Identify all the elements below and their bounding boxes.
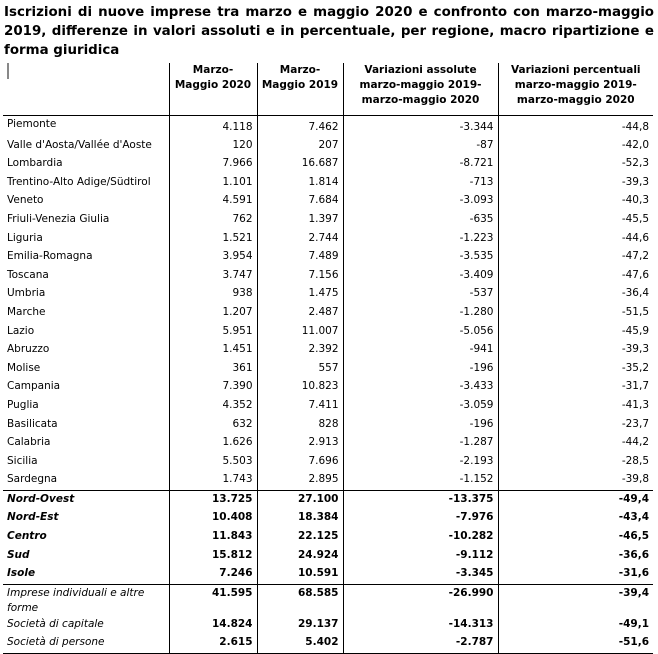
table-row (3, 453, 653, 472)
value-2019: 7.411 (257, 397, 343, 416)
value-abs-change: -537 (343, 285, 498, 304)
value-2020: 13.725 (169, 490, 257, 509)
value-2019: 10.823 (257, 378, 343, 397)
table-row (3, 211, 653, 230)
header-row (3, 63, 653, 116)
value-abs-change: -3.535 (343, 248, 498, 267)
value-2019: 7.156 (257, 267, 343, 286)
row-label: Abruzzo (7, 343, 50, 356)
value-2020: 11.843 (169, 528, 257, 547)
value-2019: 2.744 (257, 230, 343, 249)
value-2020: 1.451 (169, 341, 257, 360)
value-2020: 5.951 (169, 323, 257, 342)
row-label: Emilia-Romagna (7, 250, 93, 263)
value-pct-change: -45,5 (498, 211, 653, 230)
table-row (3, 490, 653, 509)
table-row (3, 285, 653, 304)
table-row (3, 360, 653, 379)
value-abs-change: -3.093 (343, 192, 498, 211)
value-pct-change: -31,6 (498, 565, 653, 584)
value-abs-change: -3.344 (343, 116, 498, 137)
value-pct-change: -43,4 (498, 509, 653, 528)
value-abs-change: -13.375 (343, 490, 498, 509)
table-row (3, 378, 653, 397)
table-row (3, 230, 653, 249)
table-row (3, 616, 653, 635)
value-pct-change: -39,4 (498, 584, 653, 616)
value-2019: 7.684 (257, 192, 343, 211)
header-blank (3, 63, 169, 116)
value-2019: 2.487 (257, 304, 343, 323)
value-pct-change: -47,2 (498, 248, 653, 267)
value-pct-change: -40,3 (498, 192, 653, 211)
value-2020: 7.246 (169, 565, 257, 584)
value-2020: 5.503 (169, 453, 257, 472)
value-abs-change: -1.223 (343, 230, 498, 249)
value-2020: 3.954 (169, 248, 257, 267)
value-2019: 22.125 (257, 528, 343, 547)
value-pct-change: -42,0 (498, 137, 653, 156)
value-abs-change: -941 (343, 341, 498, 360)
value-abs-change: -3.433 (343, 378, 498, 397)
table-row (3, 267, 653, 286)
value-2019: 207 (257, 137, 343, 156)
table-row (3, 397, 653, 416)
table-row (3, 323, 653, 342)
row-label: Umbria (7, 287, 46, 300)
value-2020: 1.743 (169, 471, 257, 490)
row-label: Friuli-Venezia Giulia (7, 212, 110, 225)
value-2019: 27.100 (257, 490, 343, 509)
value-pct-change: -31,7 (498, 378, 653, 397)
value-abs-change: -1.287 (343, 434, 498, 453)
cell-marker (7, 63, 9, 79)
row-label: Società di capitale (7, 617, 104, 630)
value-2019: 7.489 (257, 248, 343, 267)
value-abs-change: -8.721 (343, 155, 498, 174)
header-2019: Marzo-Maggio 2019 (257, 63, 343, 116)
value-2019: 11.007 (257, 323, 343, 342)
table-row (3, 528, 653, 547)
value-2020: 4.352 (169, 397, 257, 416)
value-2019: 1.475 (257, 285, 343, 304)
value-2020: 10.408 (169, 509, 257, 528)
value-abs-change: -14.313 (343, 616, 498, 635)
data-table (3, 63, 653, 654)
value-2019: 2.392 (257, 341, 343, 360)
table-row (3, 248, 653, 267)
table-row (3, 584, 653, 616)
row-label: Sardegna (7, 473, 58, 486)
row-label: Lazio (7, 324, 35, 337)
value-2020: 2.615 (169, 634, 257, 653)
table-row (3, 341, 653, 360)
row-label: Veneto (7, 194, 44, 207)
value-2019: 24.924 (257, 547, 343, 566)
value-abs-change: -5.056 (343, 323, 498, 342)
value-pct-change: -39,3 (498, 341, 653, 360)
value-2019: 68.585 (257, 584, 343, 616)
value-2019: 18.384 (257, 509, 343, 528)
value-abs-change: -1.280 (343, 304, 498, 323)
value-pct-change: -36,4 (498, 285, 653, 304)
value-abs-change: -26.990 (343, 584, 498, 616)
value-pct-change: -23,7 (498, 416, 653, 435)
value-2020: 1.207 (169, 304, 257, 323)
table-row (3, 416, 653, 435)
value-pct-change: -52,3 (498, 155, 653, 174)
value-abs-change: -2.787 (343, 634, 498, 653)
value-pct-change: -46,5 (498, 528, 653, 547)
value-pct-change: -39,8 (498, 471, 653, 490)
value-2020: 14.824 (169, 616, 257, 635)
value-pct-change: -49,1 (498, 616, 653, 635)
row-label: Piemonte (7, 118, 57, 130)
table-row (3, 434, 653, 453)
value-2019: 1.397 (257, 211, 343, 230)
value-2019: 10.591 (257, 565, 343, 584)
value-2020: 7.390 (169, 378, 257, 397)
value-pct-change: -39,3 (498, 174, 653, 193)
value-2020: 41.595 (169, 584, 257, 616)
table-row (3, 192, 653, 211)
value-2020: 1.521 (169, 230, 257, 249)
value-abs-change: -196 (343, 416, 498, 435)
value-2020: 120 (169, 137, 257, 156)
table-row (3, 155, 653, 174)
table-row (3, 471, 653, 490)
value-pct-change: -47,6 (498, 267, 653, 286)
value-2020: 762 (169, 211, 257, 230)
row-label: Trentino-Alto Adige/Südtirol (7, 175, 151, 188)
value-abs-change: -1.152 (343, 471, 498, 490)
row-label: Sud (7, 548, 30, 561)
value-2019: 1.814 (257, 174, 343, 193)
value-abs-change: -3.409 (343, 267, 498, 286)
value-2020: 1.626 (169, 434, 257, 453)
value-pct-change: -44,8 (498, 116, 653, 137)
value-2019: 16.687 (257, 155, 343, 174)
header-2020: Marzo-Maggio 2020 (169, 63, 257, 116)
value-2019: 557 (257, 360, 343, 379)
row-label: Liguria (7, 231, 43, 244)
value-pct-change: -36,6 (498, 547, 653, 566)
value-abs-change: -713 (343, 174, 498, 193)
value-2020: 3.747 (169, 267, 257, 286)
value-abs-change: -3.345 (343, 565, 498, 584)
table-row (3, 509, 653, 528)
row-label: Marche (7, 305, 46, 318)
value-2020: 1.101 (169, 174, 257, 193)
table-row (3, 565, 653, 584)
table-row (3, 547, 653, 566)
header-pct-change: Variazioni percentuali marzo-maggio 2019-marzo-maggio 2020 (498, 63, 653, 116)
value-pct-change: -49,4 (498, 490, 653, 509)
row-label: Nord-Est (7, 511, 59, 524)
row-label: Lombardia (7, 157, 63, 170)
value-pct-change: -44,2 (498, 434, 653, 453)
value-2019: 7.696 (257, 453, 343, 472)
row-label: Nord-Ovest (3, 490, 169, 509)
value-abs-change: -2.193 (343, 453, 498, 472)
value-pct-change: -41,3 (498, 397, 653, 416)
value-2020: 4.591 (169, 192, 257, 211)
row-label: Valle d'Aosta/Vallée d'Aoste (7, 138, 152, 151)
value-abs-change: -635 (343, 211, 498, 230)
value-2019: 2.913 (257, 434, 343, 453)
table-row (3, 137, 653, 156)
value-2019: 828 (257, 416, 343, 435)
row-label: Puglia (7, 398, 39, 411)
table-row (3, 174, 653, 193)
value-2019: 2.895 (257, 471, 343, 490)
value-abs-change: -9.112 (343, 547, 498, 566)
table-row (3, 116, 653, 137)
value-2020: 632 (169, 416, 257, 435)
value-pct-change: -35,2 (498, 360, 653, 379)
row-label: Calabria (7, 436, 51, 449)
value-2020: 15.812 (169, 547, 257, 566)
row-label: Basilicata (7, 417, 58, 430)
value-pct-change: -51,6 (498, 634, 653, 653)
value-2020: 4.118 (169, 116, 257, 137)
header-abs-change: Variazioni assolute marzo-maggio 2019-marzo-maggio 2020 (343, 63, 498, 116)
row-label: Imprese individuali e altre forme (3, 584, 169, 616)
value-pct-change: -28,5 (498, 453, 653, 472)
value-abs-change: -7.976 (343, 509, 498, 528)
row-label: Centro (7, 530, 47, 543)
value-2020: 7.966 (169, 155, 257, 174)
value-pct-change: -44,6 (498, 230, 653, 249)
row-label: Campania (7, 380, 61, 393)
table-title: Iscrizioni di nuove imprese tra marzo e maggio 2020 e confronto con marzo-maggio 2019, differenze in valori assoluti e in percentuale, per regione, macro ripartizione e forma giuridica (4, 5, 654, 58)
value-2019: 29.137 (257, 616, 343, 635)
value-abs-change: -87 (343, 137, 498, 156)
value-abs-change: -196 (343, 360, 498, 379)
value-2019: 7.462 (257, 116, 343, 137)
table-row (3, 634, 653, 653)
table-row (3, 304, 653, 323)
value-2020: 938 (169, 285, 257, 304)
row-label: Toscana (7, 268, 49, 281)
value-abs-change: -3.059 (343, 397, 498, 416)
value-pct-change: -51,5 (498, 304, 653, 323)
row-label: Società di persone (3, 634, 169, 653)
value-abs-change: -10.282 (343, 528, 498, 547)
row-label: Isole (7, 567, 36, 580)
value-2020: 361 (169, 360, 257, 379)
value-2019: 5.402 (257, 634, 343, 653)
row-label: Molise (7, 361, 41, 374)
row-label: Sicilia (7, 454, 38, 467)
value-pct-change: -45,9 (498, 323, 653, 342)
